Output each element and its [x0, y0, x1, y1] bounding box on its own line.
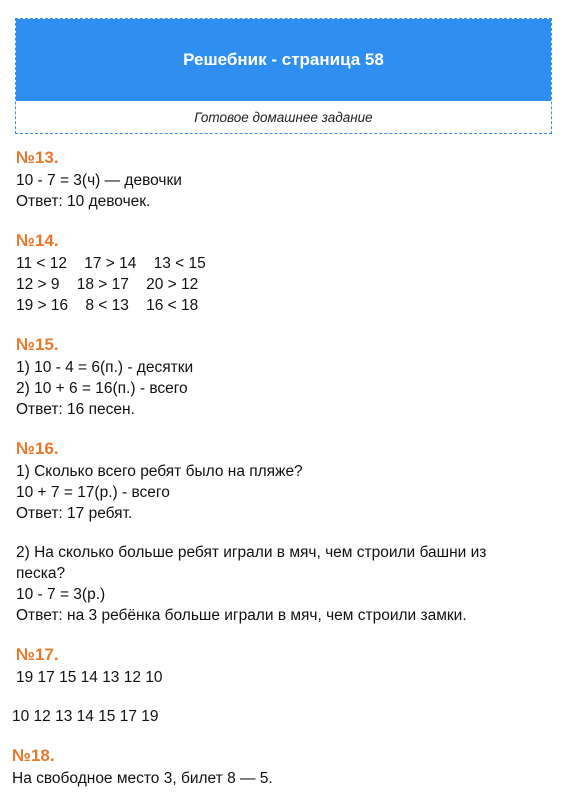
task-title: №18. — [12, 746, 55, 765]
task-line: 10 12 13 14 15 17 19 — [12, 708, 159, 725]
task-14 — [16, 229, 556, 316]
task-title: №15. — [16, 335, 59, 354]
task-line: 10 + 7 = 17(р.) - всего — [16, 484, 170, 501]
task-line: 12 > 9 18 > 17 20 > 12 — [16, 276, 199, 293]
task-line: 19 > 16 8 < 13 16 < 18 — [16, 297, 199, 314]
task-15 — [16, 333, 556, 420]
task-title: №13. — [16, 148, 59, 167]
task-line: 2) На сколько больше ребят играли в мяч, чем строили башни из — [16, 544, 487, 561]
task-17 — [12, 643, 556, 727]
task-13 — [16, 146, 556, 212]
task-line: 2) 10 + 6 = 16(п.) - всего — [16, 380, 188, 397]
task-18 — [12, 744, 556, 789]
page-header — [15, 18, 552, 134]
task-line: 10 - 7 = 3(ч) — девочки — [16, 172, 182, 189]
task-line: Ответ: 17 ребят. — [16, 505, 133, 522]
header-bar — [16, 19, 551, 101]
task-line: Ответ: 10 девочек. — [16, 193, 151, 210]
task-line: Ответ: 16 песен. — [16, 401, 135, 418]
task-line: песка? — [16, 565, 66, 582]
task-part-2 — [16, 542, 556, 626]
page-subtitle: Готовое домашнее задание — [194, 109, 373, 125]
task-line: Ответ: на 3 ребёнка больше играли в мяч, чем строили замки. — [16, 607, 467, 624]
task-line: 1) 10 - 4 = 6(п.) - десятки — [16, 359, 194, 376]
task-line: 19 17 15 14 13 12 10 — [16, 669, 163, 686]
task-line: 11 < 12 17 > 14 13 < 15 — [16, 255, 206, 272]
task-line: 1) Сколько всего ребят было на пляже? — [16, 463, 303, 480]
task-line: На свободное место 3, билет 8 — 5. — [12, 770, 273, 787]
task-title: №17. — [16, 645, 59, 664]
solutions-content — [12, 146, 556, 806]
page-title: Решебник - страница 58 — [183, 50, 384, 69]
task-line: 10 - 7 = 3(р.) — [16, 586, 106, 603]
task-title: №14. — [16, 231, 59, 250]
task-16 — [16, 437, 556, 626]
task-title: №16. — [16, 439, 59, 458]
